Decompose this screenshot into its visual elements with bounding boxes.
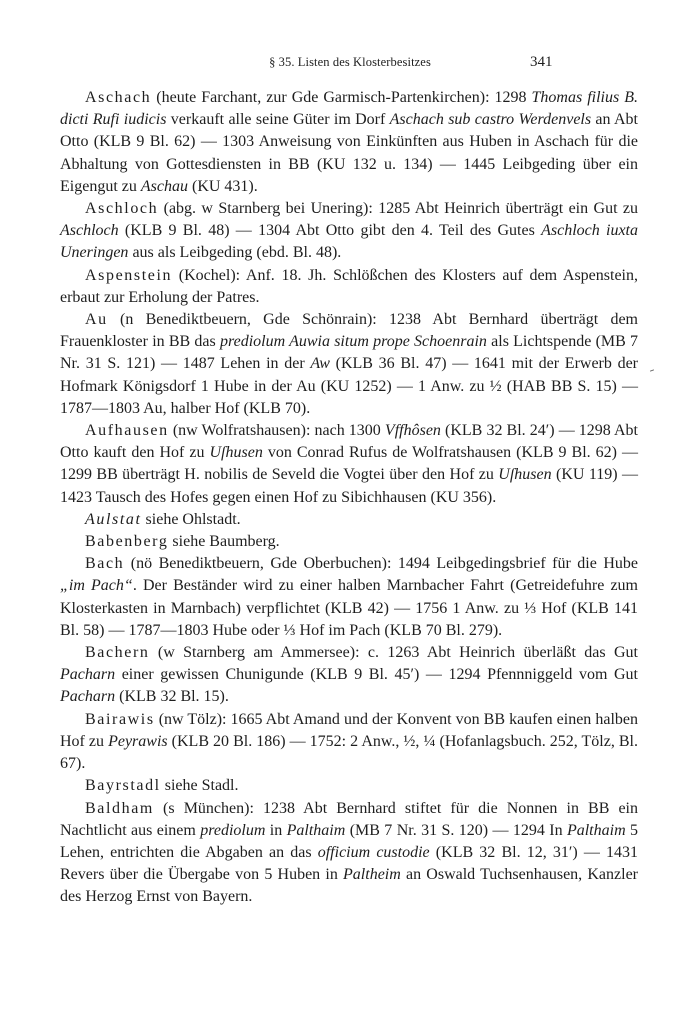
entry-text: aus als Leibgeding (ebd. Bl. 48). <box>128 244 342 262</box>
entry-headword: Baldham <box>85 799 154 817</box>
entry-text: (nw Wolfratshausen): nach 1300 <box>168 422 385 440</box>
entry-text: (KLB 32 Bl. 24′) — 1298 Abt Otto kauft den Hof zu <box>60 422 639 462</box>
entry-text: (abg. w Starnberg bei Unering): 1285 Abt Heinrich überträgt ein Gut zu <box>158 200 638 218</box>
register-entry <box>60 87 638 198</box>
register-entry <box>60 553 638 642</box>
register-entry <box>60 531 638 553</box>
italic-quotation: Aschloch <box>60 222 119 240</box>
italic-quotation: Thomas filius B. dicti Rufi iudicis <box>60 89 638 129</box>
entry-headword: Aschach <box>85 89 152 106</box>
italic-quotation: prediolum <box>200 821 266 839</box>
italic-quotation: Aschach sub castro Werdenvels <box>389 111 592 129</box>
entry-text: (KU 431). <box>187 177 258 195</box>
entry-text: (nö Benediktbeuern, Gde Oberbuchen): 1494 Leibgedingsbrief für die Hube <box>124 555 638 573</box>
entry-headword: Bachern <box>85 644 150 662</box>
entry-text: an Abt Otto (KLB 9 Bl. 62) — 1303 Anweisung von Einkünften aus Huben in Aschach für die Abhaltung von Gottesdiensten in BB (KU 132 u. 134) — 1445 Leibgeding über ein Eigengut zu <box>60 111 638 195</box>
entry-text: (KLB 9 Bl. 48) — 1304 Abt Otto gibt den 4. Teil des Gutes <box>118 222 542 240</box>
entry-text: (Kochel): Anf. 18. Jh. Schlößchen des Klosters auf dem Aspenstein, erbaut zur Erholung der Patres. <box>60 266 638 306</box>
italic-quotation: Peyrawis <box>108 732 168 750</box>
entry-text: als Lichtspende (MB 7 Nr. 31 S. 121) — 1487 Lehen in der <box>60 333 639 373</box>
entry-headword: Babenberg <box>85 533 169 551</box>
entry-headword: Bairawis <box>85 710 155 728</box>
register-entry <box>60 642 638 709</box>
register-entry <box>60 420 638 509</box>
entry-text: (n Benediktbeuern, Gde Schönrain): 1238 Abt Bernhard überträgt dem Frauenkloster in BB das <box>60 311 638 351</box>
register-entry <box>60 775 638 797</box>
italic-quotation: prediolum Auwia situm prope Schoenrain <box>219 333 487 351</box>
entry-headword: Bayrstadl <box>85 777 161 795</box>
entry-text: (KLB 32 Bl. 12, 31′) — 1431 Revers über die Übergabe von 5 Huben in <box>60 843 639 884</box>
italic-quotation: Aw <box>310 355 330 373</box>
italic-quotation: Pacharn <box>60 666 116 684</box>
entry-headword: Aulstat <box>85 510 142 528</box>
italic-quotation: Aschloch iuxta Uneringen <box>60 222 639 262</box>
register-entry <box>60 709 638 776</box>
entry-text: (KLB 20 Bl. 186) — 1752: 2 Anw., ½, ¼ (Hofanlagsbuch. 252, Tölz, Bl. 67). <box>60 732 638 773</box>
entry-text: (KLB 32 Bl. 15). <box>115 688 229 706</box>
register-entry <box>60 798 638 909</box>
italic-quotation: officium custodie <box>317 843 430 861</box>
register-entry <box>60 198 638 265</box>
entry-text: 5 Lehen, entrichten die Abgaben an das <box>60 821 639 861</box>
entry-headword: Bach <box>85 555 125 573</box>
running-head-title: § 35. Listen des Klosterbesitzes <box>269 55 431 69</box>
entry-text: siehe Ohlstadt. <box>141 510 241 528</box>
entry-headword: Aufhausen <box>85 422 169 440</box>
entry-text: (KU 119) — 1423 Tausch des Hofes gegen einen Hof zu Sibichhausen (KU 356). <box>60 466 638 506</box>
italic-quotation: Uſhusen <box>498 466 552 484</box>
entry-text: (nw Tölz): 1665 Abt Amand und der Konvent von BB kaufen einen halben Hof zu <box>60 710 638 750</box>
entry-text: verkauft alle seine Güter im Dorf <box>166 111 390 129</box>
entry-headword: Aschloch <box>85 200 159 218</box>
margin-mark <box>650 369 654 371</box>
entry-text: von Conrad Rufus de Wolfratshausen (KLB 9 Bl. 62) — 1299 BB überträgt H. nobilis de Seveld die Vogtei über den Hof zu <box>60 444 638 484</box>
italic-quotation: Pacharn <box>60 688 116 706</box>
entry-list <box>60 87 638 909</box>
italic-quotation: Paltheim <box>343 866 401 884</box>
italic-quotation: Palthaim <box>566 821 626 839</box>
italic-quotation: Uſhusen <box>209 444 263 462</box>
register-entry <box>60 509 638 531</box>
entry-text: (KLB 36 Bl. 47) — 1641 mit der Erwerb der Hofmark Königsdorf 1 Hube in der Au (KU 1252) — 1 Anw. zu ½ (HAB BB S. 15) — 1787—1803 Au, halber Hof (KLB 70). <box>60 355 639 417</box>
register-entry <box>60 265 638 309</box>
entry-headword: Aspenstein <box>85 266 173 284</box>
entry-text: (s München): 1238 Abt Bernhard stiftet für die Nonnen in BB ein Nachtlicht aus einem <box>60 799 638 839</box>
entry-text: siehe Baumberg. <box>168 533 280 551</box>
entry-text: (MB 7 Nr. 31 S. 120) — 1294 In <box>345 821 567 839</box>
italic-quotation: „im Pach“ <box>60 577 133 595</box>
entry-text: einer gewissen Chunigunde (KLB 9 Bl. 45′) — 1294 Pfennniggeld vom Gut <box>115 666 638 684</box>
register-entry <box>60 309 638 420</box>
italic-quotation: Palthaim <box>286 821 346 839</box>
running-head <box>0 52 700 72</box>
entry-text: an Oswald Tuchsenhausen, Kanzler des Herzog Ernst von Bayern. <box>60 866 639 906</box>
entry-headword: Au <box>85 311 108 329</box>
italic-quotation: Aschau <box>140 177 188 195</box>
entry-text: (w Starnberg am Ammersee): c. 1263 Abt Heinrich überläßt das Gut <box>149 644 638 662</box>
entry-text: (heute Farchant, zur Gde Garmisch-Partenkirchen): 1298 <box>151 89 532 106</box>
italic-quotation: Vffhôsen <box>384 422 441 440</box>
entry-text: . Der Beständer wird zu einer halben Marnbacher Fahrt (Getreidefuhre zum Klosterkasten in Marnbach) verpflichtet (KLB 42) — 1756 1 Anw. zu ⅓ Hof (KLB 141 Bl. 58) — 1787—1803 Hube oder ⅓ Hof im Pach (KLB 70 Bl. 279). <box>60 577 638 639</box>
entry-text: in <box>265 821 287 839</box>
entry-text: siehe Stadl. <box>160 777 239 795</box>
page-number: 341 <box>530 54 553 70</box>
